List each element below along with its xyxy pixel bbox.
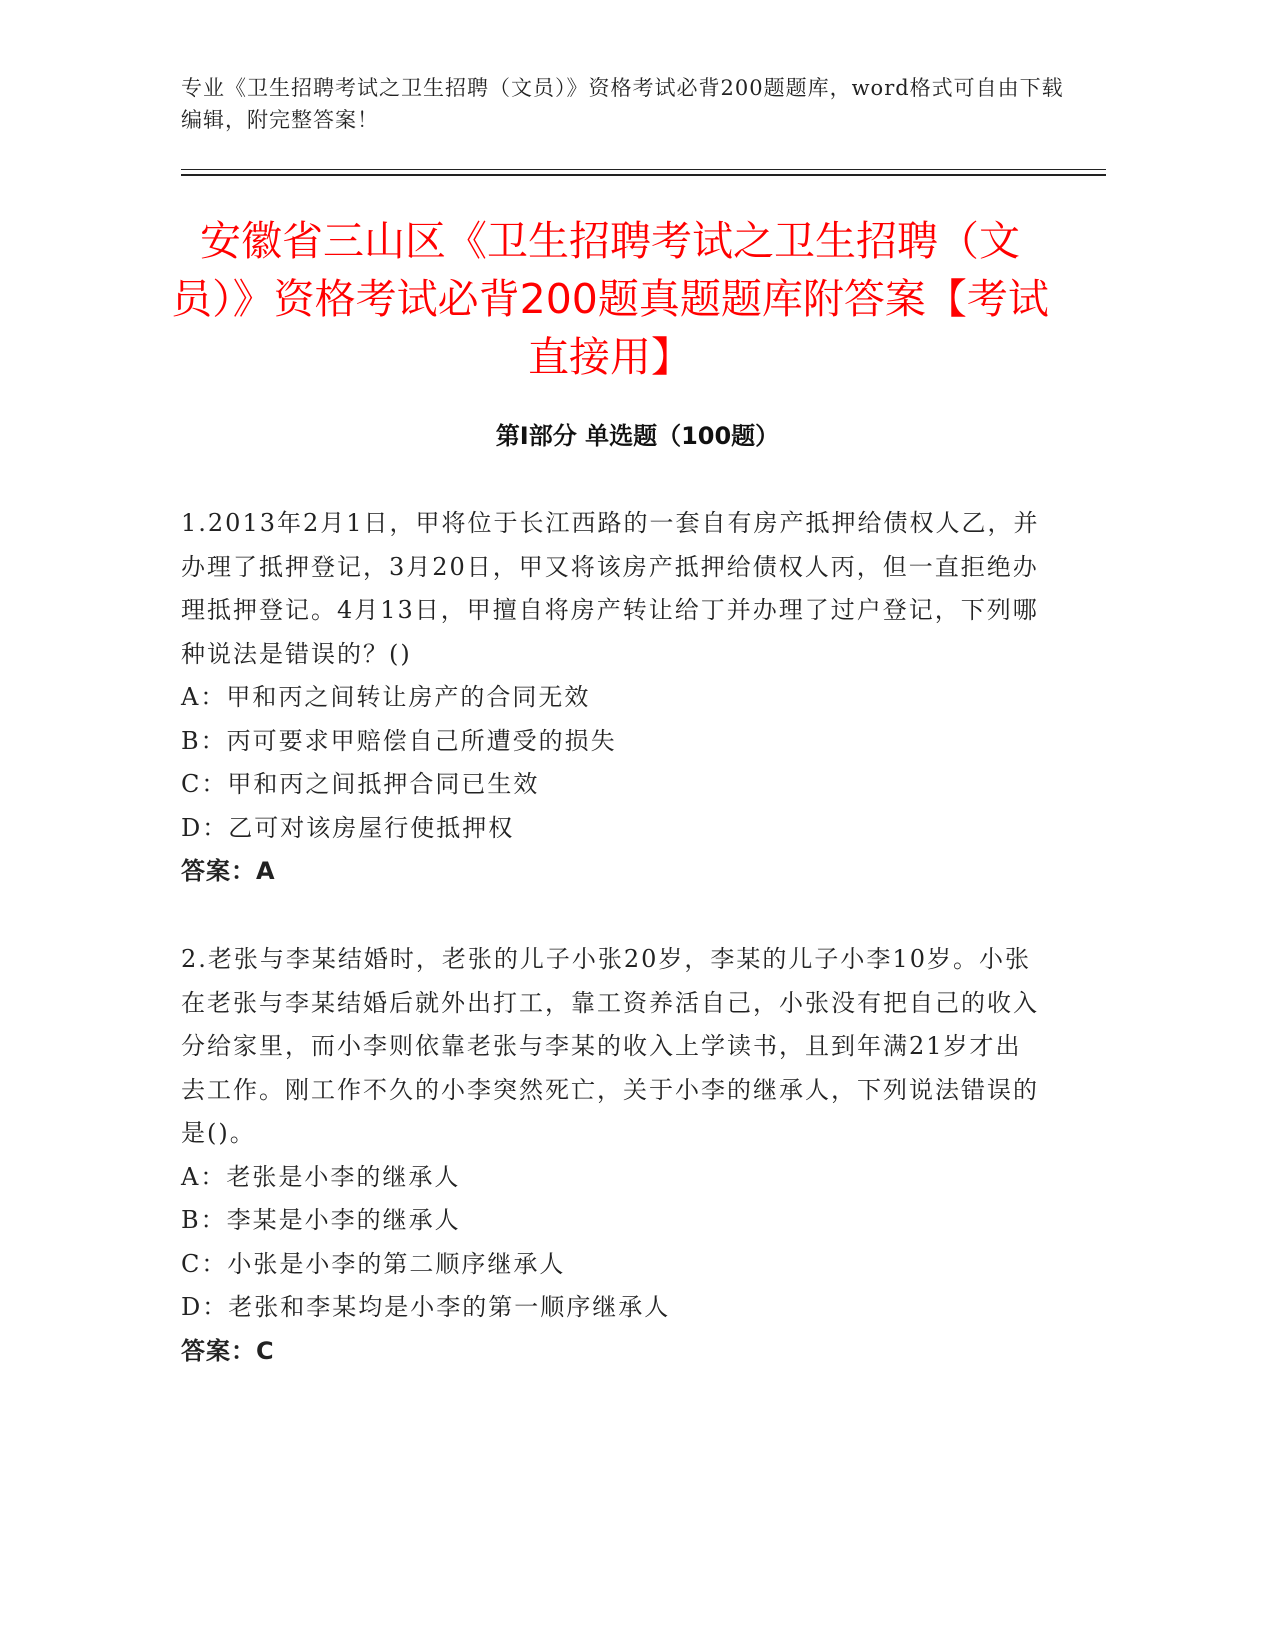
- option-a: A：甲和丙之间转让房产的合同无效: [181, 683, 591, 711]
- answer: 答案：A: [181, 857, 276, 885]
- option-b: B：丙可要求甲赔偿自己所遭受的损失: [181, 726, 617, 755]
- option-d: D：老张和李某均是小李的第一顺序继承人: [181, 1293, 671, 1321]
- answer: 答案：C: [181, 1336, 275, 1365]
- option-d: D：乙可对该房屋行使抵押权: [181, 813, 515, 842]
- header-divider-thin: [181, 169, 1106, 170]
- question-stem: 1.2013年2月1日，甲将位于长江西路的一套自有房产抵押给债权人乙，并办理了抵押登记，3月20日，甲又将该房产抵押给债权人丙，但一直拒绝办理抵押登记。4月13日，甲擅自将房产转让给丁并办理了过户登记，下列哪种说法是错误的？(): [181, 509, 1040, 668]
- question-2: [181, 938, 1041, 1373]
- option-b: B：李某是小李的继承人: [181, 1206, 461, 1234]
- option-a: A：老张是小李的继承人: [181, 1162, 461, 1191]
- header-divider-thick: [181, 174, 1106, 176]
- header-note: 专业《卫生招聘考试之卫生招聘（文员）》资格考试必背200题题库，word格式可自由下载编辑，附完整答案！: [181, 76, 1064, 132]
- option-c: C：甲和丙之间抵押合同已生效: [181, 770, 540, 798]
- question-1: [181, 502, 1041, 894]
- section-title: 第I部分 单选题（100题）: [495, 422, 780, 450]
- option-c: C：小张是小李的第二顺序继承人: [181, 1249, 566, 1278]
- document-title: 安徽省三山区《卫生招聘考试之卫生招聘（文员）》资格考试必背200题真题题库附答案【考试直接用】: [171, 217, 1049, 381]
- question-stem: 2.老张与李某结婚时，老张的儿子小张20岁，李某的儿子小李10岁。小张在老张与李某结婚后就外出打工，靠工资养活自己，小张没有把自己的收入分给家里，而小李则依靠老张与李某的收入上学读书，且到年满21岁才出去工作。刚工作不久的小李突然死亡，关于小李的继承人，下列说法错误的是()。: [181, 945, 1039, 1147]
